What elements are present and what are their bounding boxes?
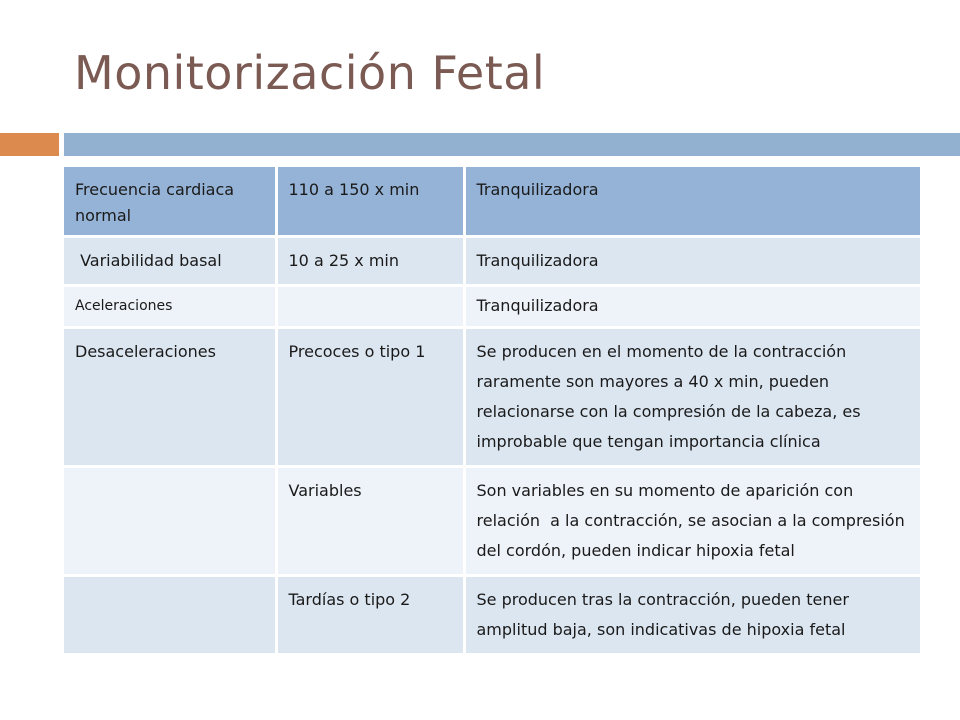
table-row [64,328,920,467]
table-row [64,167,920,237]
table-cell-interpretation: Se producen en el momento de la contracción raramente son mayores a 40 x min, pueden relacionarse con la compresión de la cabeza, es improbable que tengan importancia clínica [464,328,920,467]
table-cell-interpretation: Se producen tras la contracción, pueden tener amplitud baja, son indicativas de hipoxia fetal [464,576,920,655]
fetal-monitoring-table [64,167,920,656]
table-cell-value: 10 a 25 x min [276,237,464,286]
title-accent-bar-blue [64,133,960,156]
table-cell-parameter [64,576,276,655]
slide-title: Monitorización Fetal [74,46,546,100]
table-cell-value: Variables [276,467,464,576]
table-cell-parameter: Aceleraciones [64,286,276,328]
table-cell-interpretation: Son variables en su momento de aparición con relación a la contracción, se asocian a la compresión del cordón, pueden indicar hipoxia fetal [464,467,920,576]
table-row [64,467,920,576]
table-cell-parameter: Frecuencia cardiaca normal [64,167,276,237]
table-cell-value: Tardías o tipo 2 [276,576,464,655]
table-row [64,237,920,286]
table-cell-value: Precoces o tipo 1 [276,328,464,467]
table-cell-parameter: Desaceleraciones [64,328,276,467]
table-cell-value [276,286,464,328]
table-row [64,576,920,655]
table-cell-value: 110 a 150 x min [276,167,464,237]
title-accent-bar-orange [0,133,59,156]
table-cell-interpretation: Tranquilizadora [464,237,920,286]
table-cell-interpretation: Tranquilizadora [464,286,920,328]
table-cell-parameter: Variabilidad basal [64,237,276,286]
table-row [64,286,920,328]
table-cell-interpretation: Tranquilizadora [464,167,920,237]
table-cell-parameter [64,467,276,576]
